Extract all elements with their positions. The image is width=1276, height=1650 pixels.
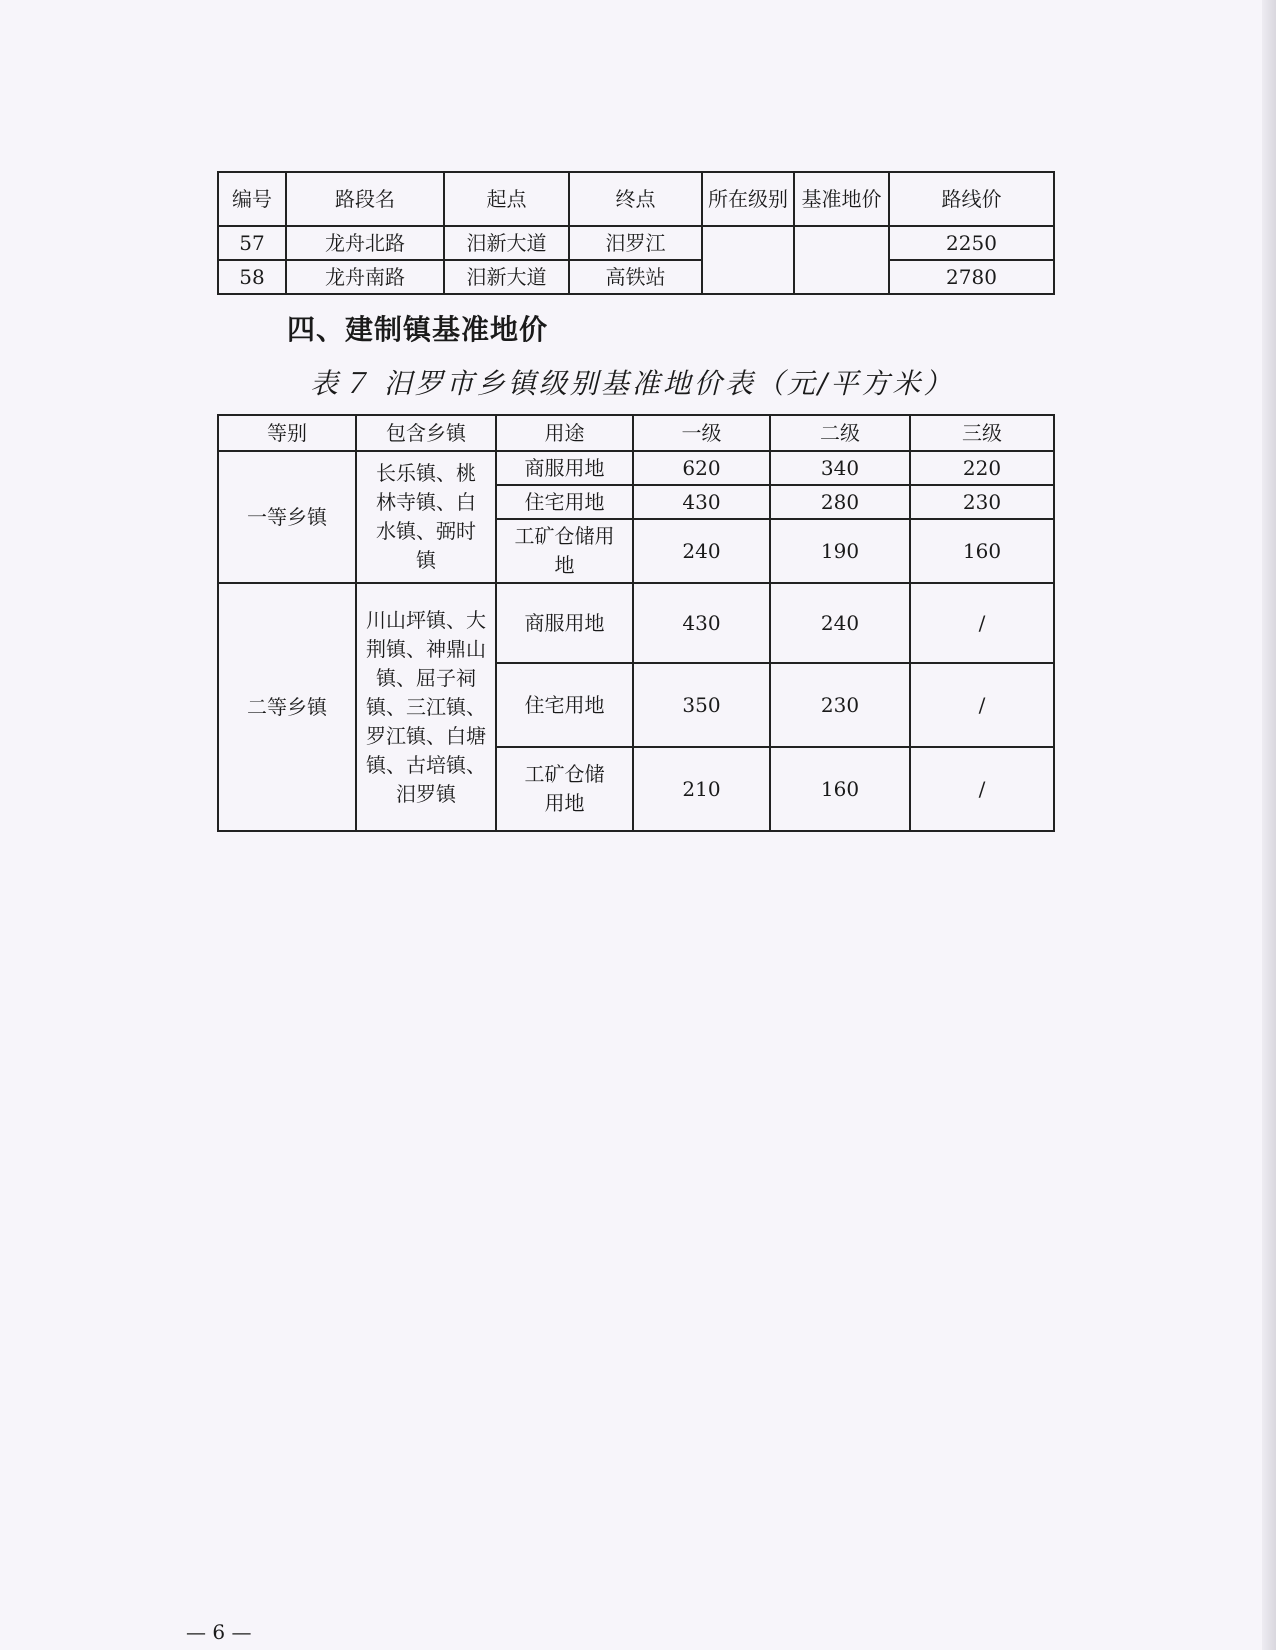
price-level-1: 210 (633, 747, 770, 831)
road-name: 龙舟南路 (286, 260, 444, 294)
price-level-1: 350 (633, 663, 770, 747)
column-header: 等别 (218, 415, 356, 451)
section-heading: 四、建制镇基准地价 (287, 313, 549, 346)
land-use: 工矿仓储用地 (496, 519, 633, 583)
price-level-2: 340 (770, 451, 910, 485)
column-header: 三级 (910, 415, 1054, 451)
route-price: 2250 (889, 226, 1054, 260)
road-name: 龙舟北路 (286, 226, 444, 260)
price-level-2: 160 (770, 747, 910, 831)
column-header: 一级 (633, 415, 770, 451)
table-header-row (218, 415, 1054, 451)
column-header: 路段名 (286, 172, 444, 226)
row-number: 57 (218, 226, 286, 260)
price-level-1: 240 (633, 519, 770, 583)
column-header: 基准地价 (794, 172, 889, 226)
road-start: 汨新大道 (444, 226, 569, 260)
page-edge-shadow (1262, 0, 1276, 1650)
town-class: 二等乡镇 (218, 583, 356, 831)
road-segment-price-table (217, 171, 1055, 295)
price-level-3: / (910, 747, 1054, 831)
price-level-1: 620 (633, 451, 770, 485)
route-price: 2780 (889, 260, 1054, 294)
land-use: 住宅用地 (496, 485, 633, 519)
land-use: 商服用地 (496, 583, 633, 663)
price-level-2: 240 (770, 583, 910, 663)
land-use: 工矿仓储用地 (496, 747, 633, 831)
town-list: 川山坪镇、大荆镇、神鼎山镇、屈子祠镇、三江镇、罗江镇、白塘镇、古培镇、汨罗镇 (356, 583, 496, 831)
table-header-row (218, 172, 1054, 226)
column-header: 编号 (218, 172, 286, 226)
town-land-price-table (217, 414, 1055, 832)
town-class: 一等乡镇 (218, 451, 356, 583)
land-use: 商服用地 (496, 451, 633, 485)
column-header: 包含乡镇 (356, 415, 496, 451)
table-row (218, 451, 1054, 485)
column-header: 终点 (569, 172, 702, 226)
price-level-1: 430 (633, 583, 770, 663)
price-level-2: 190 (770, 519, 910, 583)
price-level-3: 220 (910, 451, 1054, 485)
table-caption: 表７ 汨罗市乡镇级别基准地价表（元/平方米） (310, 367, 955, 400)
table-row (218, 226, 1054, 260)
table-row (218, 583, 1054, 663)
grade-cell (702, 226, 794, 294)
road-start: 汨新大道 (444, 260, 569, 294)
column-header: 起点 (444, 172, 569, 226)
price-level-2: 230 (770, 663, 910, 747)
price-level-2: 280 (770, 485, 910, 519)
road-end: 高铁站 (569, 260, 702, 294)
price-level-3: 230 (910, 485, 1054, 519)
table-row (218, 260, 1054, 294)
column-header: 二级 (770, 415, 910, 451)
price-level-3: 160 (910, 519, 1054, 583)
road-end: 汨罗江 (569, 226, 702, 260)
column-header: 所在级别 (702, 172, 794, 226)
town-list: 长乐镇、桃林寺镇、白水镇、弼时镇 (356, 451, 496, 583)
base-price-cell (794, 226, 889, 294)
price-level-3: / (910, 583, 1054, 663)
page-number: — 6 — (186, 1620, 252, 1644)
land-use: 住宅用地 (496, 663, 633, 747)
price-level-3: / (910, 663, 1054, 747)
price-level-1: 430 (633, 485, 770, 519)
row-number: 58 (218, 260, 286, 294)
column-header: 路线价 (889, 172, 1054, 226)
column-header: 用途 (496, 415, 633, 451)
